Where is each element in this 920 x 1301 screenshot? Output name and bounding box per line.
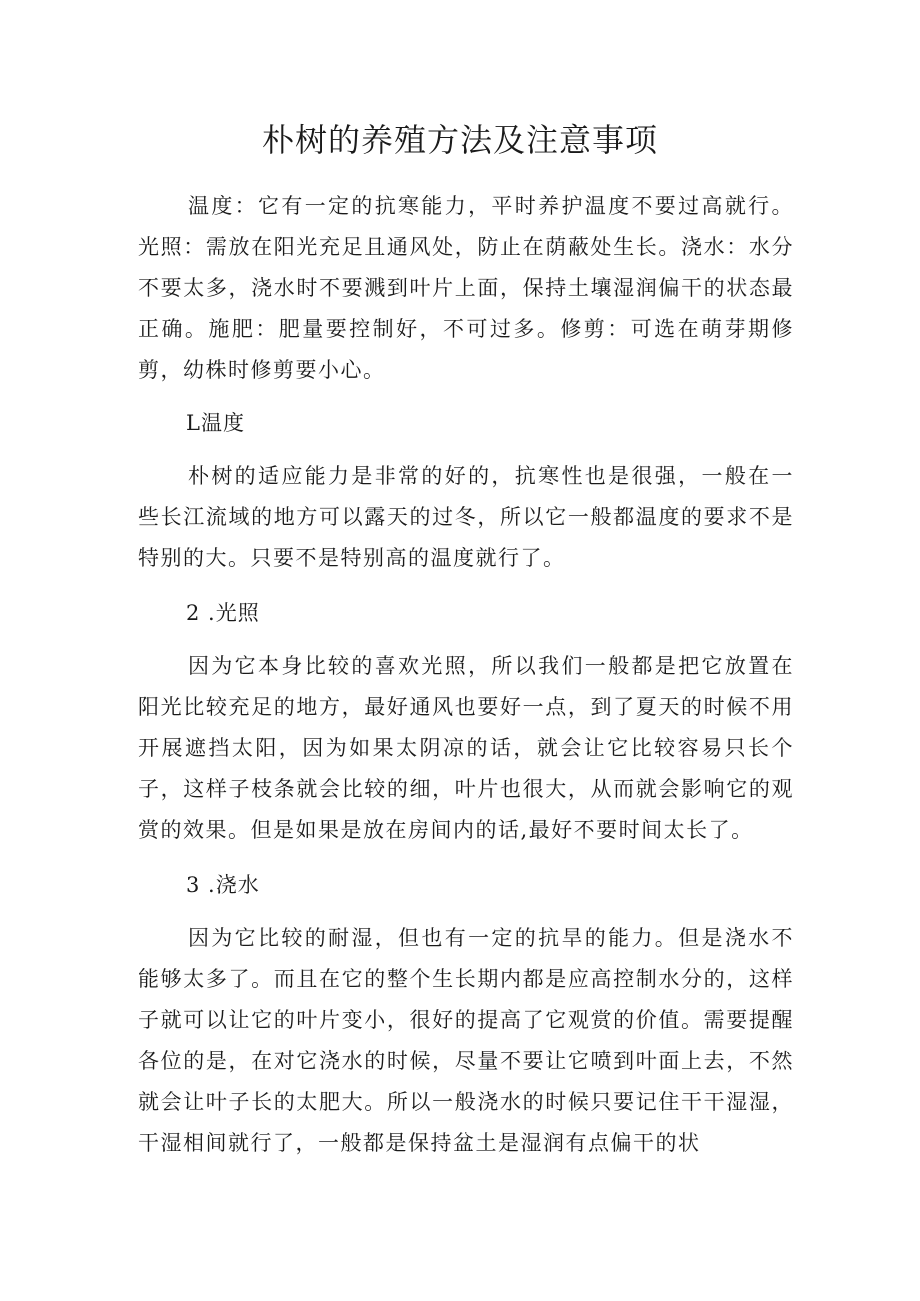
- section-heading-watering: 3 .浇水: [186, 873, 260, 897]
- intro-paragraph: 温度：它有一定的抗寒能力，平时养护温度不要过高就行。光照：需放在阳光充足且通风处，防止在荫蔽处生长。浇水：水分不要太多，浇水时不要溅到叶片上面，保持土壤湿润偏干的状态最正确。施肥：肥量要控制好，不可过多。修剪：可选在萌芽期修剪，幼株时修剪要小心。: [138, 194, 794, 382]
- document-title: 朴树的养殖方法及注意事项: [261, 121, 658, 159]
- section-heading-light: 2 .光照: [186, 601, 260, 625]
- section-heading-temperature: L温度: [186, 411, 245, 435]
- section-paragraph-watering: 因为它比较的耐湿，但也有一定的抗旱的能力。但是浇水不能够太多了。而且在它的整个生长期内都是应高控制水分的，这样子就可以让它的叶片变小，很好的提高了它观赏的价值。需要提醒各位的是，在对它浇水的时候，尽量不要让它喷到叶面上去，不然就会让叶子长的太肥大。所以一般浇水的时候只要记住干干湿湿，干湿相间就行了，一般都是保持盆土是湿润有点偏干的状: [138, 926, 794, 1155]
- section-paragraph-light: 因为它本身比较的喜欢光照，所以我们一般都是把它放置在阳光比较充足的地方，最好通风也要好一点，到了夏天的时候不用开展遮挡太阳，因为如果太阴凉的话，就会让它比较容易只长个子，这样子枝条就会比较的细，叶片也很大，从而就会影响它的观赏的效果。但是如果是放在房间内的话,最好不要时间太长了。: [138, 654, 794, 842]
- section-paragraph-temperature: 朴树的适应能力是非常的好的，抗寒性也是很强，一般在一些长江流域的地方可以露天的过冬，所以它一般都温度的要求不是特别的大。只要不是特别高的温度就行了。: [138, 464, 794, 570]
